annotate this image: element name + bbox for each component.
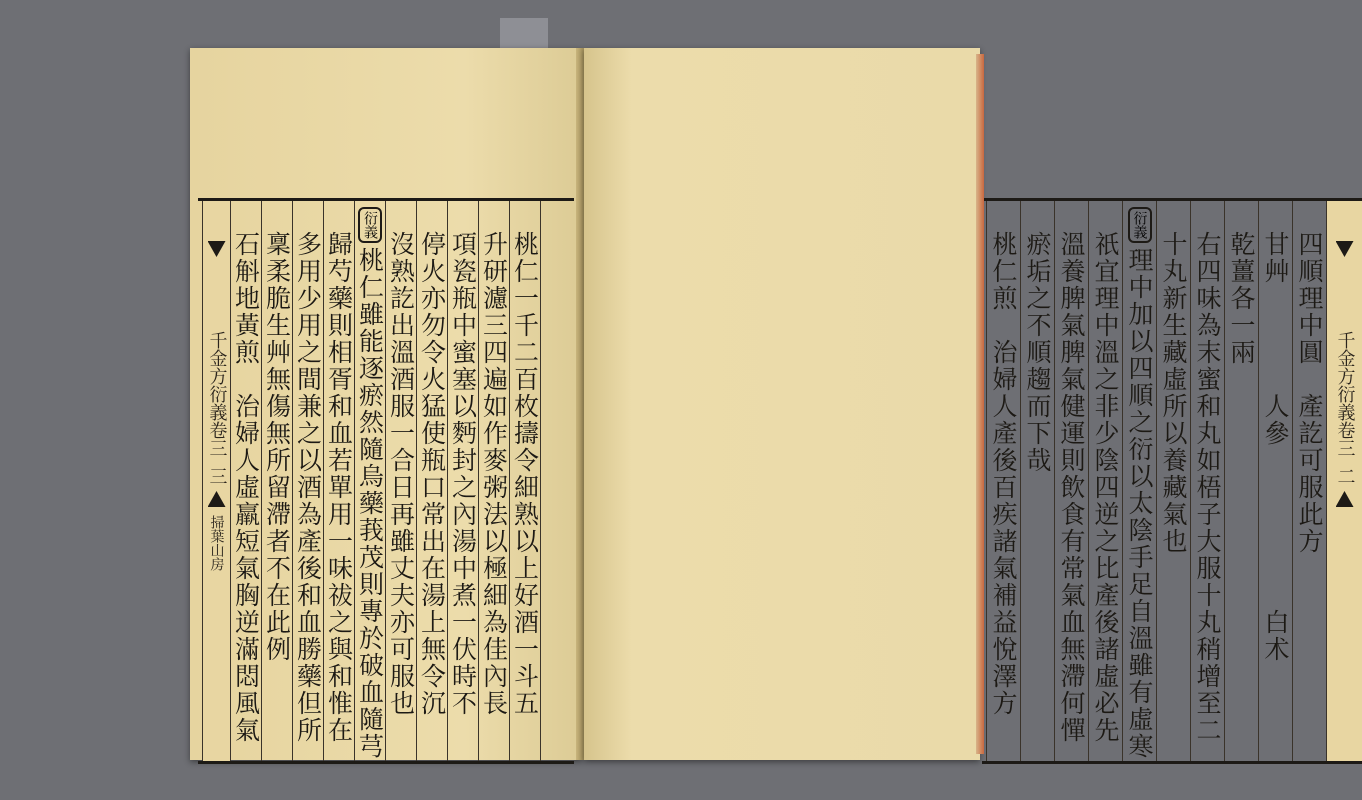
open-book [190, 48, 1356, 768]
column-text: 桃仁煎 治婦人產後百疾諸氣補益悅澤方 [989, 231, 1018, 717]
page-edge [976, 54, 984, 754]
text-column [1088, 201, 1122, 761]
column-text: 理中加以四順之衍以太陰手足自溫雖有虛寒 [1125, 247, 1154, 760]
left-page-number: 三 [206, 467, 228, 485]
column-text: 瘀垢之不順趨而下哉 [1023, 231, 1052, 474]
text-column [230, 201, 261, 761]
column-text: 石斛地黃煎 治婦人虛羸短氣胸逆滿悶風氣 [231, 231, 261, 744]
text-column [1292, 201, 1326, 761]
right-page-number: 二 [1334, 467, 1356, 485]
text-column [292, 201, 323, 761]
column-text: 十丸新生藏虛所以養藏氣也 [1159, 231, 1188, 555]
column-text: 乾薑各一兩 [1227, 231, 1256, 366]
column-text: 桃仁雖能逐瘀然隨烏藥莪茂則專於破血隨芎 [355, 247, 385, 760]
text-column [1122, 201, 1156, 761]
column-text: 桃仁一千二百枚擣令細熟以上好酒一斗五 [510, 231, 540, 717]
column-text: 溫養脾氣脾氣健運則飲食有常氣血無滯何憚 [1057, 231, 1086, 744]
column-text: 項瓷瓶中蜜塞以麪封之內湯中煮一伏時不 [448, 231, 478, 717]
spacer-column [540, 201, 574, 761]
column-text: 右四味為末蜜和丸如梧子大服十丸稍增至二 [1193, 231, 1222, 744]
column-text: 多用少用之間兼之以酒為產後和血勝藥但所 [293, 231, 323, 744]
left-text-frame [198, 198, 574, 764]
column-text: 四順理中圓 產訖可服此方 [1295, 231, 1324, 555]
left-margin-band [202, 201, 230, 761]
right-page [584, 48, 1356, 760]
text-column [1258, 201, 1292, 761]
commentary-badge: 衍義 [358, 207, 382, 243]
text-column [1224, 201, 1258, 761]
column-text: 祇宜理中溫之非少陰四逆之比產後諸虛必先 [1091, 231, 1120, 744]
right-band-title: 千金方衍義卷三 [1334, 331, 1356, 457]
text-column [323, 201, 354, 761]
column-text: 停火亦勿令火猛使瓶口常出在湯上無令沉 [417, 231, 447, 717]
text-column [416, 201, 447, 761]
text-column [261, 201, 292, 761]
text-column [1156, 201, 1190, 761]
fish-tail-mark-icon [1336, 491, 1354, 507]
column-text: 稟柔脆生艸無傷無所留滯者不在此例 [262, 231, 292, 663]
fish-tail-mark-icon [208, 241, 226, 257]
fish-tail-mark-icon [208, 491, 226, 507]
column-text: 沒熟訖出溫酒服一合日再雖丈夫亦可服也 [386, 231, 416, 717]
right-margin-band [1326, 201, 1362, 761]
left-page [190, 48, 582, 760]
commentary-badge: 衍義 [1128, 207, 1152, 243]
text-column [1054, 201, 1088, 761]
text-column [478, 201, 509, 761]
text-column [1190, 201, 1224, 761]
text-column [1020, 201, 1054, 761]
text-column [509, 201, 540, 761]
column-text: 甘艸 人參 白术 [1261, 231, 1290, 663]
fish-tail-mark-icon [1336, 241, 1354, 257]
publisher-name: 掃葉山房 [208, 515, 225, 571]
text-column [986, 201, 1020, 761]
text-column [385, 201, 416, 761]
text-column [447, 201, 478, 761]
text-column [354, 201, 385, 761]
left-band-title: 千金方衍義卷三 [206, 331, 228, 457]
column-text: 升研濾三四遍如作麥粥法以極細為佳內長 [479, 231, 509, 717]
right-text-frame [982, 198, 1362, 764]
column-text: 歸芍藥則相胥和血若單用一味祓之與和惟在 [324, 231, 354, 744]
